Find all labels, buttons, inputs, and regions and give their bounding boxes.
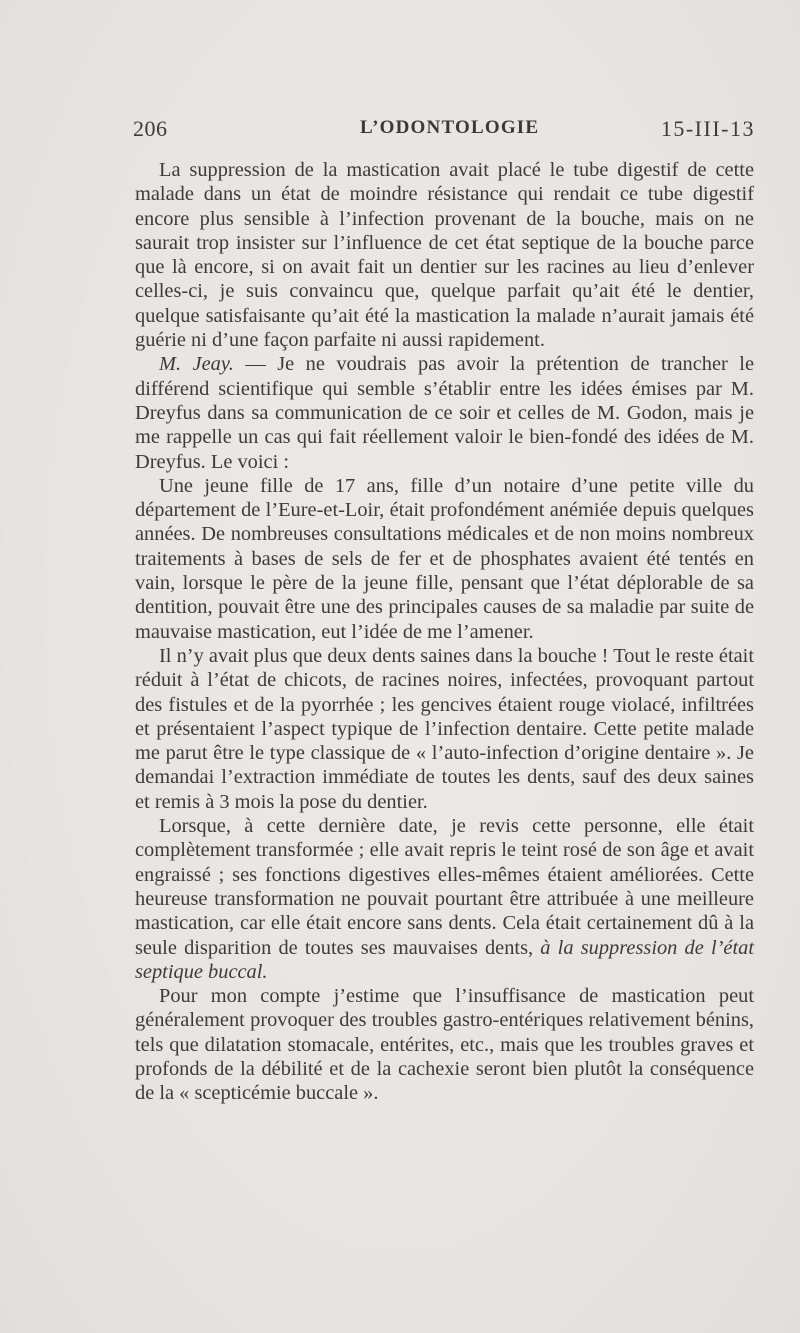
paragraph-text: Il n’y avait plus que deux dents saines dans la bouche ! Tout le reste était réduit à l’état de chicots, de racines noires, infectées, provoquant partout des fistules et de la pyorrhée ; les gencives étaient rouge violacé, infiltrées et présentaient l’aspect typique de l’infection dentaire. Cette petite malade me parut être le type classique de « l’auto-infection d’origine dentaire ». Je demandai l’extraction immédiate de toutes les dents, sauf des deux saines et remis à 3 mois la pose du dentier. (135, 644, 754, 813)
paragraph-text: Pour mon compte j’estime que l’insuffisance de mastication peut généralement provoquer des troubles gastro-entériques relativement bénins, tels que dilatation stomacale, entérites, etc., mais que les troubles graves et profonds de la débilité et de la cachexie seront bien plutôt la conséquence de la « scepticémie buccale ». (135, 985, 754, 1105)
paragraph-text: — Je ne voudrais pas avoir la prétention de trancher le différend scientifique qui semble s’établir entre les idées émises par M. Dreyfus dans sa communication de ce soir et celles de M. Godon, mais je me rappelle un cas qui fait réellement valoir le bien-fondé des idées de M. Dreyfus. Le voici : (135, 353, 754, 473)
emphasized-text: à la suppression de l’état septique buccal. (135, 936, 755, 983)
running-header (133, 116, 755, 146)
paragraph (135, 644, 754, 814)
page-number: 206 (133, 116, 168, 141)
paragraph (135, 352, 754, 473)
paragraph-text: Une jeune fille de 17 ans, fille d’un notaire d’une petite ville du département de l’Eure-et-Loir, était profondément anémiée depuis quelques années. De nombreuses consultations médicales et de non moins nombreux traitements à bases de sels de fer et de phosphates avaient été tentés en vain, lorsque le père de la jeune fille, pensant que l’état déplorable de sa dentition, pouvait être une des principales causes de sa maladie par suite de mauvaise mastication, eut l’idée de me l’amener. (135, 474, 754, 643)
paragraph (135, 158, 754, 352)
paragraph (135, 814, 754, 984)
paragraph (135, 474, 754, 644)
issue-date: 15-III-13 (660, 116, 755, 141)
journal-title: L’ODONTOLOGIE (360, 117, 540, 138)
speaker-name: M. Jeay. (159, 353, 234, 376)
paragraph-text: Lorsque, à cette dernière date, je revis cette personne, elle était complètement transformée ; elle avait repris le teint rosé de son âge et avait engraissé ; ses fonctions digestives elles-mêmes étaient améliorées. Cette heureuse transformation ne pouvait pourtant être attribuée à une meilleure mastication, car elle était encore sans dents. Cela était certainement dû à la seule disparition de toutes ses mauvaises dents, (135, 815, 754, 959)
paragraph (135, 984, 754, 1105)
paragraph-text: La suppression de la mastication avait placé le tube digestif de cette malade dans un état de moindre résistance qui rendait ce tube digestif encore plus sensible à l’infection provenant de la bouche, mais on ne saurait trop insister sur l’influence de cet état septique de la bouche parce que là encore, si on avait fait un dentier sur les racines au lieu d’enlever celles-ci, je suis convaincu que, quelque parfait qu’ait été le dentier, quelque satisfaisante qu’ait été la mastication la malade n’aurait jamais été guérie ni d’une façon parfaite ni aussi rapidement. (135, 159, 754, 352)
article-body (135, 158, 754, 1106)
